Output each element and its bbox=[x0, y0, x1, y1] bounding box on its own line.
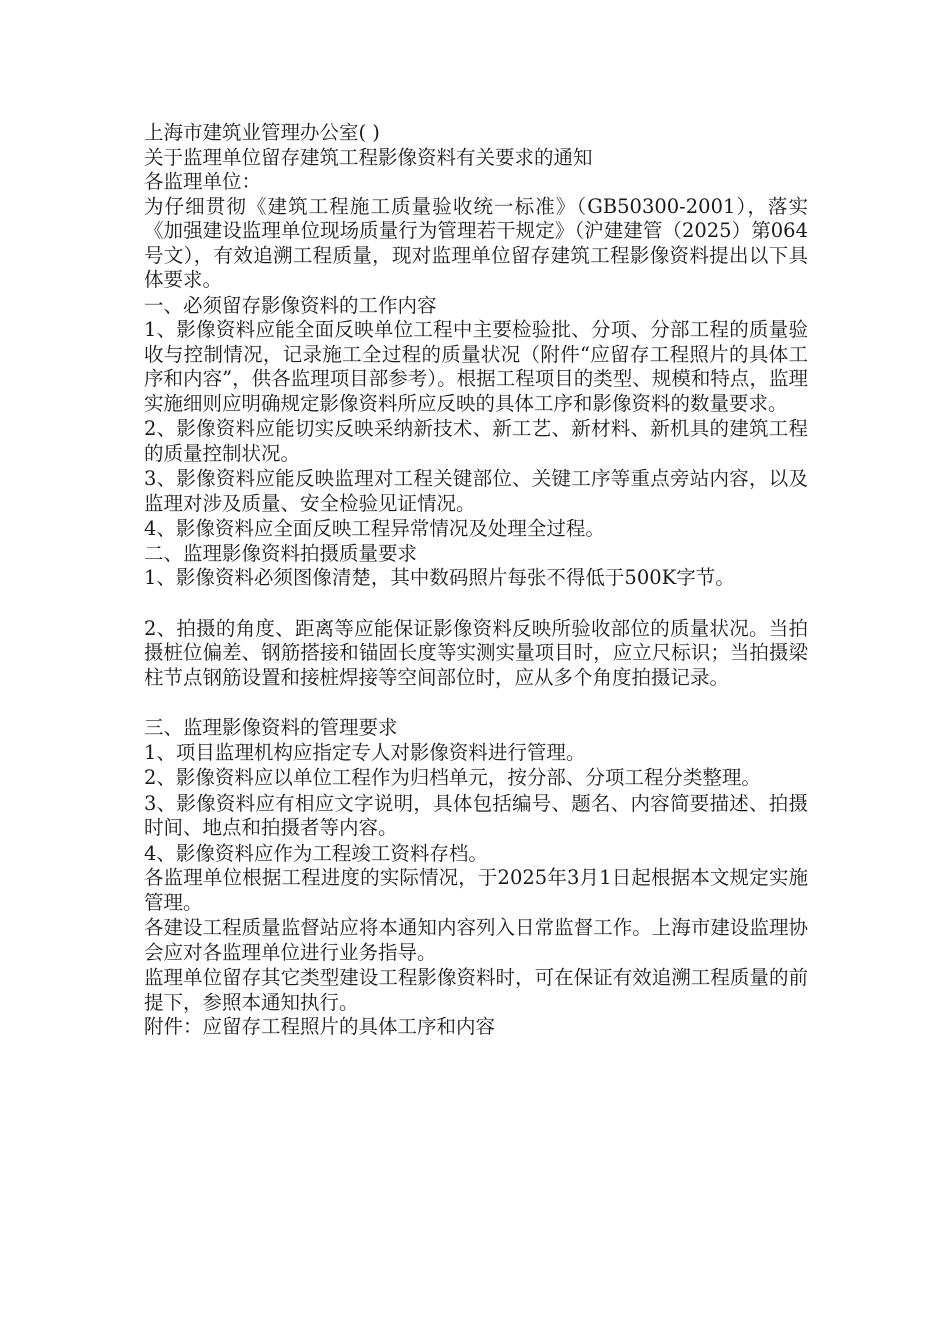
section-2-item-1: 1、影像资料必须图像清楚，其中数码照片每张不得低于500K字节。 bbox=[144, 566, 735, 589]
issuing-office: 上海市建筑业管理办公室( ) bbox=[144, 121, 380, 144]
section-3-item-1: 1、项目监理机构应指定专人对影像资料进行管理。 bbox=[144, 740, 586, 764]
section-1-item-1: 1、影像资料应能全面反映单位工程中主要检验批、分项、分部工程的质量验收与控制情况，记录施工全过程的质量状况（附件“应留存工程照片的具体工序和内容”，供各监理项目部参考）。根据工程项目的类型、规模和特点，监理实施细则应明确规定影像资料所应反映的具体工序和影像资料的数量要求。 bbox=[144, 318, 808, 415]
section-1-item-4: 4、影像资料应全面反映工程异常情况及处理全过程。 bbox=[144, 517, 605, 540]
closing-paragraph-1: 各监理单位根据工程进度的实际情况，于2025年3月1日起根据本文规定实施管理。 bbox=[144, 866, 808, 914]
section-3-item-2: 2、影像资料应以单位工程作为归档单元，按分部、分项工程分类整理。 bbox=[144, 766, 761, 789]
closing-paragraph-3: 监理单位留存其它类型建设工程影像资料时，可在保证有效追溯工程质量的前提下，参照本通知执行。 bbox=[144, 966, 808, 1014]
salutation: 各监理单位： bbox=[144, 170, 262, 193]
section-1-item-3: 3、影像资料应能反映监理对工程关键部位、关键工序等重点旁站内容，以及监理对涉及质量、安全检验见证情况。 bbox=[144, 467, 808, 515]
section-2-heading: 二、监理影像资料拍摄质量要求 bbox=[144, 541, 418, 565]
closing-paragraph-2: 各建设工程质量监督站应将本通知内容列入日常监督工作。上海市建设监理协会应对各监理单位进行业务指导。 bbox=[144, 916, 808, 964]
section-1-item-2: 2、影像资料应能切实反映采纳新技术、新工艺、新材料、新机具的建筑工程的质量控制状况。 bbox=[144, 417, 808, 465]
notice-title: 关于监理单位留存建筑工程影像资料有关要求的通知 bbox=[144, 145, 593, 169]
intro-paragraph: 为仔细贯彻《建筑工程施工质量验收统一标准》（GB50300-2001），落实《加强建设监理单位现场质量行为管理若干规定》（沪建建管（2025）第064号文），有效追溯工程质量，现对监理单位留存建筑工程影像资料提出以下具体要求。 bbox=[144, 194, 808, 291]
section-2-item-2: 2、拍摄的角度、距离等应能保证影像资料反映所验收部位的质量状况。当拍摄桩位偏差、钢筋搭接和锚固长度等实测实量项目时，应立尺标识；当拍摄梁柱节点钢筋设置和接桩焊接等空间部位时，应从多个角度拍摄记录。 bbox=[144, 616, 808, 689]
section-1-heading: 一、必须留存影像资料的工作内容 bbox=[144, 293, 437, 317]
attachment-line: 附件：应留存工程照片的具体工序和内容 bbox=[144, 1015, 496, 1038]
section-3-item-4: 4、影像资料应作为工程竣工资料存档。 bbox=[144, 841, 488, 865]
section-3-heading: 三、监理影像资料的管理要求 bbox=[144, 716, 398, 739]
document-body bbox=[144, 121, 808, 1040]
section-3-item-3: 3、影像资料应有相应文字说明，具体包括编号、题名、内容简要描述、拍摄时间、地点和拍摄者等内容。 bbox=[144, 791, 808, 839]
